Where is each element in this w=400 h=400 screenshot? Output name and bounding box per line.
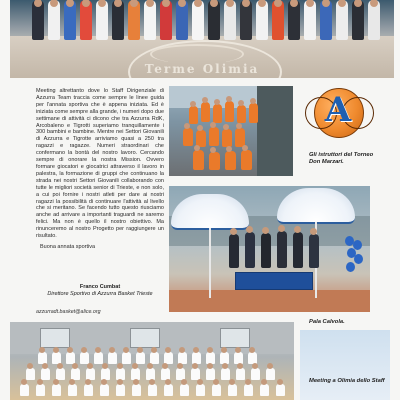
caption-panel [300,330,390,400]
balloons [345,236,363,282]
player [32,0,44,40]
instructor [222,129,232,147]
instructor [183,128,193,146]
player [256,0,268,40]
caption-pala: Pala Calvola. [309,319,345,325]
player [112,0,124,40]
team-member [100,384,109,396]
instructor [209,127,219,146]
team-member [20,384,29,396]
player [80,0,92,40]
player [144,0,156,40]
event-photo [169,186,370,312]
event-table [235,272,313,290]
logo-letter: A [324,90,352,130]
instructor [209,152,220,170]
contact-email: azzurradt.basket@alice.org [36,309,101,315]
caption-meeting: Meeting a Olimia dello Staff [309,378,385,384]
player [96,0,108,40]
article-body [36,88,164,251]
team-member [228,384,237,396]
team-photo-court [10,0,394,78]
team-member [212,384,221,396]
team-member [80,352,89,364]
umbrella [277,188,355,224]
player [240,0,252,40]
team-member [116,384,125,396]
instructor [201,102,210,122]
player [224,0,236,40]
team-member [196,384,205,396]
window [130,328,160,348]
team-row [18,384,290,398]
instructor [193,150,204,170]
team-member [132,384,141,396]
staff-member [293,232,303,268]
instructors-photo [169,86,293,176]
team-member [150,352,159,364]
players-group [10,0,394,48]
team-member [244,384,253,396]
court-floor-text: Terme Olimia [144,62,260,76]
team-member [36,384,45,396]
photo-floor [169,290,370,312]
player [64,0,76,40]
caption-instructors: Gli istruttori del Torneo Don Marzari. [309,152,374,165]
player [368,0,380,40]
team-member [136,352,145,364]
team-member [41,368,50,380]
staff-member [309,234,319,268]
player [176,0,188,40]
player [192,0,204,40]
window [220,328,250,348]
staff-group-photo [10,322,294,400]
umbrella-pole [209,228,211,298]
team-member [68,384,77,396]
player [128,0,140,40]
team-member [276,384,285,396]
team-member [236,368,245,380]
staff-member [261,233,271,268]
instructor [225,151,236,170]
team-member [260,384,269,396]
team-member [56,368,65,380]
team-member [122,352,131,364]
team-member [94,352,103,364]
player [272,0,284,40]
instructor [241,150,252,170]
balloon [354,254,363,264]
player [304,0,316,40]
signature-role: Direttore Sportivo di Azzurra Basket Trieste [47,291,153,297]
team-member [26,368,35,380]
staff-member [245,232,255,268]
window [40,328,70,348]
article-sign-off: Buona annata sportiva [40,243,96,250]
player [208,0,220,40]
instructor [189,106,198,124]
article-paragraph: Meeting altrettanto dove lo Staff Dirigenziale di Azzurra Team traccia come sempre le linee guida per l'annata sportiva che è appena iniziata. Ed è iniziata come sempre alla grande, i numeri dopo due settimane di attività ci dicono che tra Azzurra RdK, Arcobaleno e Tigrotti superiamo tranquillamente i 300 bambini e bambine. Mentre nei Settori Giovanili di Azzurra e Tigrotte arriviamo quasi a 250 tra ragazzi e ragazze. Numeri straordinari che confermano la bontà del nostro lavoro. Cercando sempre di onorare la nostra Mission. Ovvero formare giocatori e giocatrici attraverso il lavoro in palestra, la formazione di gruppi che continuano la strada nei nostri Settori Giovanili collaborando con tutte le migliori società senior di Trieste, e non solo, a cui poi fornire i nostri atleti per dare ai nostri ragazzi la possibilità di continuare l'attività al livello che si meritano. Se facendo tutto questo riusciamo anche ad arrivare a importanti traguardi ne saremo felici. Ma non è quello il nostro obiettivo. Ma rinunceremo al nostro Progetto per raggiungere un risultato. [36,88,164,240]
instructor [225,101,234,122]
team-member [266,368,275,380]
balloon [346,262,355,272]
team-member [84,384,93,396]
signature-name: Franco Cumbat [79,284,121,290]
team-member [251,368,260,380]
player [48,0,60,40]
photo-wall [257,86,293,176]
player [352,0,364,40]
team-member [221,368,230,380]
staff-member [229,234,239,268]
article-signature [36,284,164,298]
instructor [249,103,258,123]
team-member [52,384,61,396]
player [288,0,300,40]
player [336,0,348,40]
team-member [148,384,157,396]
player [320,0,332,40]
umbrella [171,194,249,230]
staff-member [277,231,287,268]
azzurra-logo [308,86,368,142]
instructor [213,104,222,123]
team-member [108,352,117,364]
team-member [206,368,215,380]
instructor [237,105,246,123]
team-member [180,384,189,396]
player [160,0,172,40]
team-member [164,384,173,396]
